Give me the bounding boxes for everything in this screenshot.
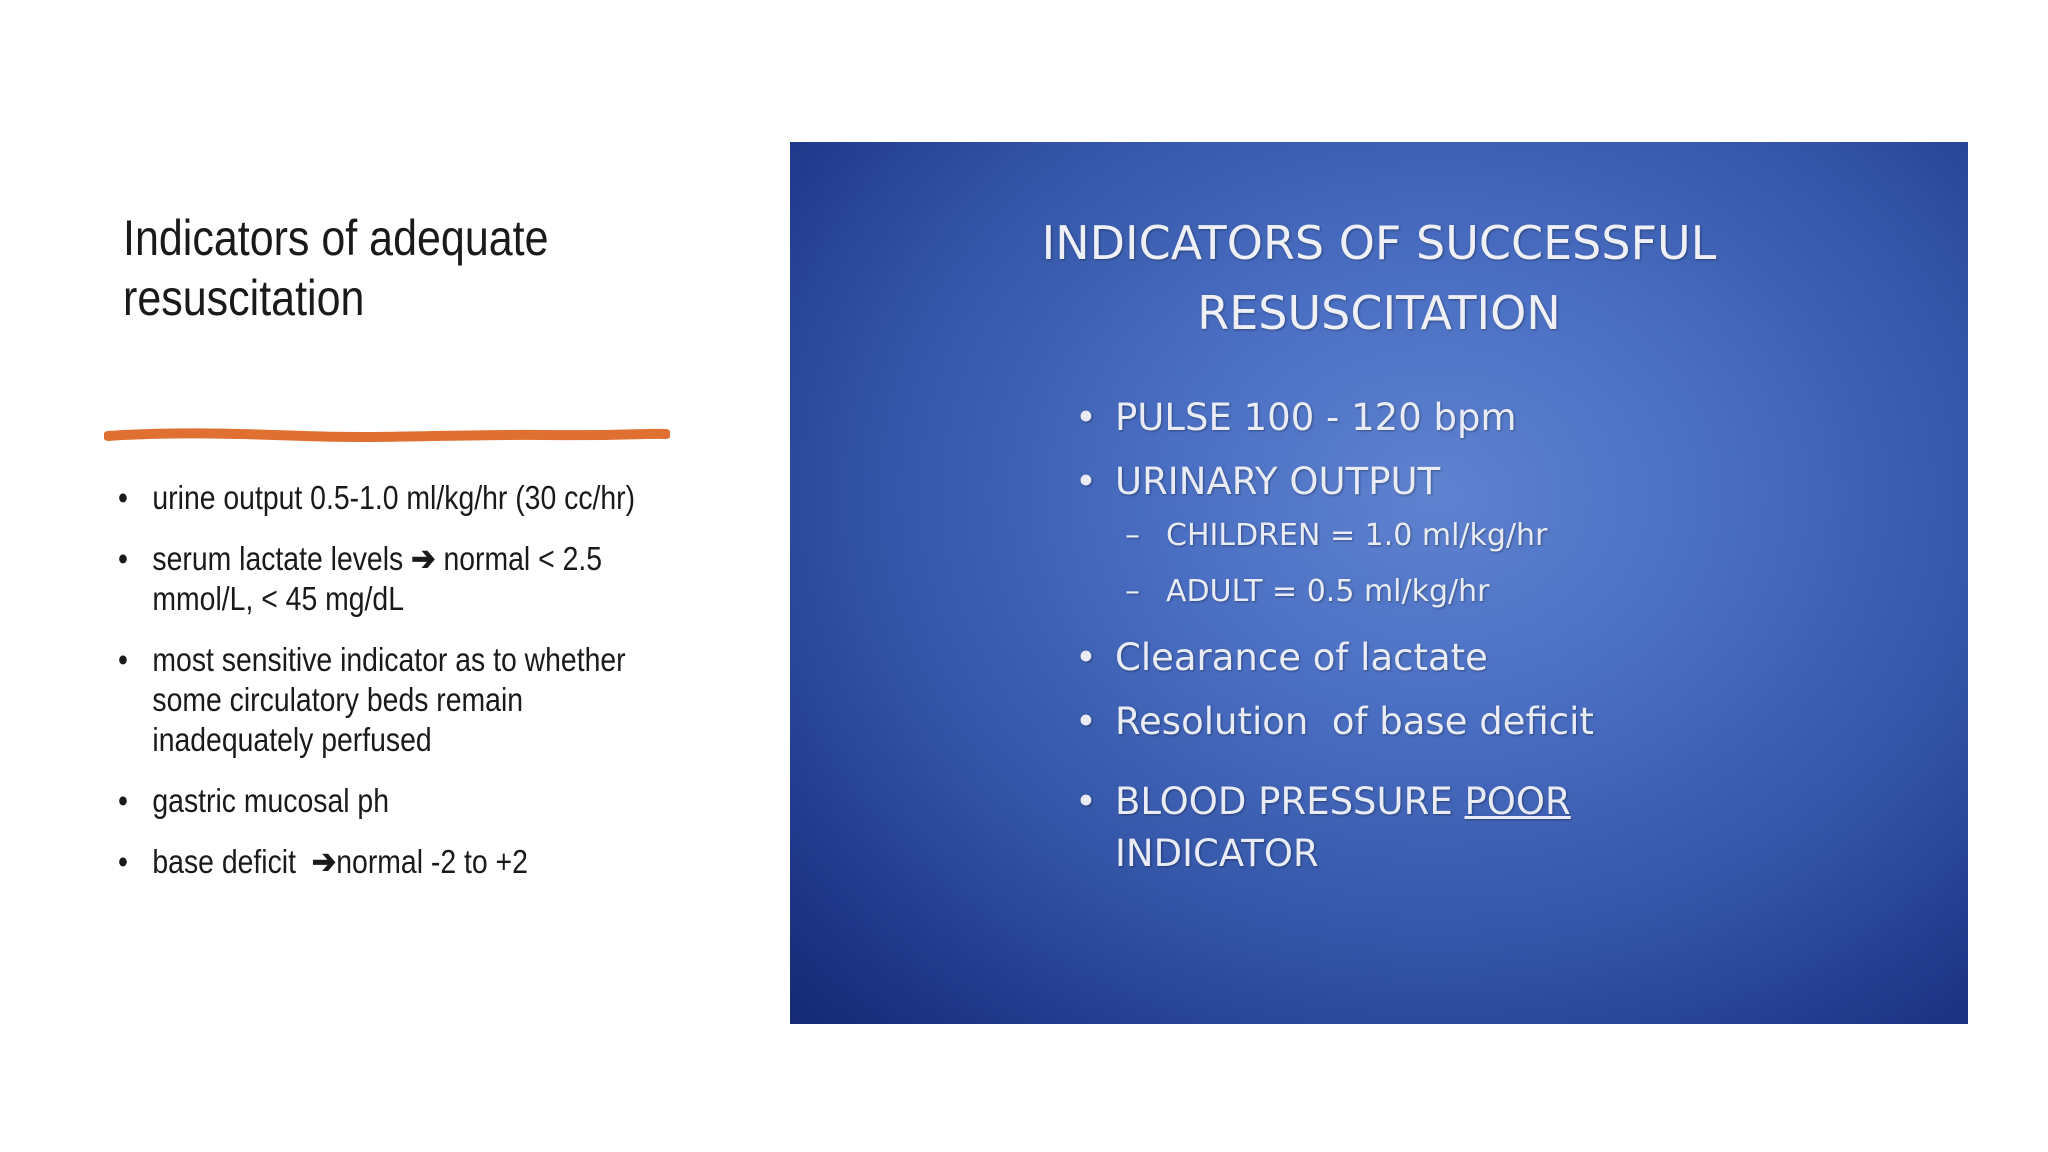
bullet-text: mmol/L, < 45 mg/dL xyxy=(152,580,405,617)
image-bullet-list xyxy=(1075,392,1594,880)
bullet-text: serum lactate levels xyxy=(152,540,412,577)
image-item-text: URINARY OUTPUT xyxy=(1115,460,1441,503)
bullet-item-serum-lactate xyxy=(118,539,668,619)
bullet-dot: • xyxy=(1075,460,1097,503)
bullet-text: some circulatory beds remain xyxy=(152,681,524,718)
bullet-dot: • xyxy=(118,540,128,577)
accent-underline xyxy=(104,424,670,446)
image-list-item xyxy=(1075,632,1594,684)
image-item-underlined: POOR xyxy=(1464,780,1571,823)
image-sub-text: CHILDREN = 1.0 ml/kg/hr xyxy=(1166,518,1548,553)
image-list-item xyxy=(1075,456,1594,508)
bullet-dot: • xyxy=(1075,396,1097,439)
bullet-dot: • xyxy=(1075,636,1097,679)
image-item-text: PULSE 100 - 120 bpm xyxy=(1115,396,1517,439)
image-list-item xyxy=(1075,776,1594,880)
bullet-text: normal < 2.5 xyxy=(435,540,603,577)
image-sub-text: ADULT = 0.5 ml/kg/hr xyxy=(1166,574,1490,609)
bullet-item-base-deficit xyxy=(118,842,668,882)
image-item-text: BLOOD PRESSURE xyxy=(1115,780,1465,823)
bullet-dot: • xyxy=(118,479,128,516)
arrow-right-icon: ➔ xyxy=(411,540,436,578)
bullet-text: gastric mucosal ph xyxy=(152,782,390,819)
arrow-right-icon: ➔ xyxy=(311,843,337,881)
bullet-text: urine output 0.5-1.0 ml/kg/hr (30 cc/hr) xyxy=(152,479,636,516)
bullet-item-sensitive-indicator xyxy=(118,640,668,760)
bullet-text: normal -2 to +2 xyxy=(336,843,528,880)
image-list-item xyxy=(1075,392,1594,444)
title-line-2: resuscitation xyxy=(123,270,365,326)
title-line-1: Indicators of adequate xyxy=(123,210,549,266)
image-sub-item xyxy=(1075,564,1594,620)
image-item-text: Resolution of base deficit xyxy=(1115,700,1594,743)
bullet-dot: • xyxy=(118,782,128,819)
bullet-dot: • xyxy=(118,843,128,880)
bullet-text: inadequately perfused xyxy=(152,721,432,758)
bullet-dot: • xyxy=(118,641,128,678)
bullet-dot: • xyxy=(1075,780,1097,823)
bullet-list xyxy=(118,478,668,903)
embedded-slide-image xyxy=(790,142,1968,1024)
image-list-item xyxy=(1075,696,1594,748)
dash-marker: – xyxy=(1125,574,1140,609)
bullet-text: base deficit xyxy=(152,843,312,880)
bullet-item-urine-output xyxy=(118,478,668,518)
dash-marker: – xyxy=(1125,518,1140,553)
bullet-dot: • xyxy=(1075,700,1097,743)
image-title-line-1: INDICATORS OF SUCCESSFUL xyxy=(1041,216,1717,270)
bullet-text: most sensitive indicator as to whether xyxy=(152,641,626,678)
image-item-text: Clearance of lactate xyxy=(1115,636,1488,679)
image-title xyxy=(790,208,1968,348)
image-item-text: INDICATOR xyxy=(1115,832,1319,875)
bullet-item-gastric-ph xyxy=(118,781,668,821)
image-title-line-2: RESUSCITATION xyxy=(1197,286,1561,340)
image-sub-item xyxy=(1075,508,1594,564)
slide-title xyxy=(123,208,639,328)
